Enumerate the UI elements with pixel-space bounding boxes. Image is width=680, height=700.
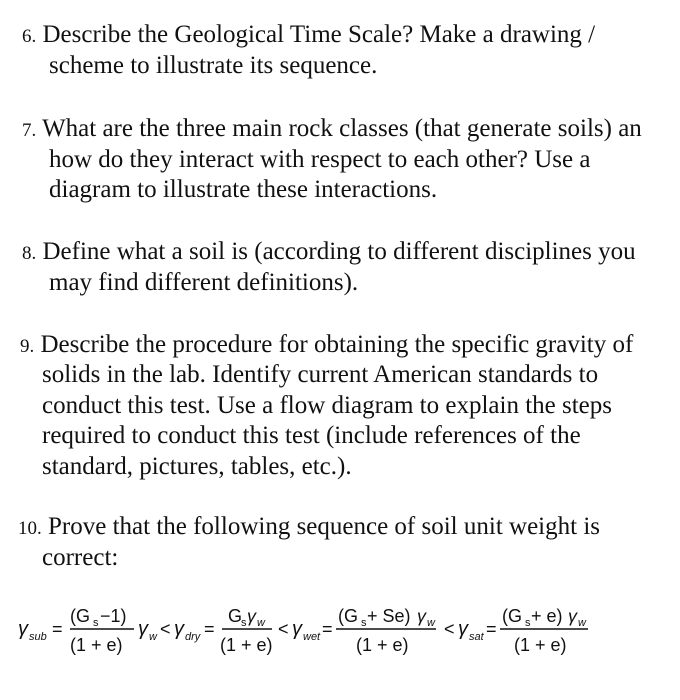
gamma-wet-label: wet bbox=[303, 631, 321, 643]
sat-numerator-open: (G bbox=[502, 606, 522, 626]
sat-numerator-s: s bbox=[525, 617, 531, 629]
gamma-sub-symbol: γ bbox=[18, 618, 28, 640]
dry-numerator-gamma: γ bbox=[247, 606, 256, 626]
sat-numerator-mid: + e) bbox=[531, 606, 563, 626]
less-than-1: < bbox=[160, 619, 171, 639]
question-8-line-2: may find different definitions). bbox=[49, 269, 359, 296]
question-10-line-2: correct: bbox=[42, 544, 119, 571]
equals-1: = bbox=[52, 619, 63, 639]
question-9-line-2: solids in the lab. Identify current American standards to bbox=[42, 361, 599, 388]
equals-3: = bbox=[322, 619, 333, 639]
question-8-number: 8. bbox=[22, 243, 37, 264]
dry-denominator: (1 + e) bbox=[220, 635, 273, 655]
sub-numerator-end: −1) bbox=[100, 606, 127, 626]
sub-numerator-open: (G bbox=[70, 606, 90, 626]
equals-4: = bbox=[486, 619, 497, 639]
question-8-line-1: 8. Define what a soil is (according to different disciplines you bbox=[22, 238, 636, 265]
sat-denominator: (1 + e) bbox=[514, 635, 567, 655]
gamma-sat-label: sat bbox=[469, 631, 484, 643]
question-7-line-1: 7. What are the three main rock classes (that generate soils) an bbox=[22, 115, 642, 142]
wet-numerator-mid: + Se) bbox=[367, 606, 411, 626]
wet-numerator-s: s bbox=[361, 617, 367, 629]
question-6-line-1: 6. Describe the Geological Time Scale? Make a drawing / bbox=[22, 21, 596, 48]
wet-denominator: (1 + e) bbox=[356, 635, 409, 655]
wet-numerator-gamma: γ bbox=[417, 606, 426, 626]
wet-numerator-open: (G bbox=[338, 606, 358, 626]
gamma-wet-symbol: γ bbox=[292, 618, 302, 640]
question-9-line-3: conduct this test. Use a flow diagram to explain the steps bbox=[42, 392, 613, 419]
question-6-number: 6. bbox=[22, 26, 37, 47]
question-10-line-1: 10. Prove that the following sequence of soil unit weight is bbox=[18, 513, 600, 540]
sub-denominator: (1 + e) bbox=[70, 635, 123, 655]
gamma-w-1: γ bbox=[138, 618, 148, 640]
less-than-3: < bbox=[444, 619, 455, 639]
question-10-number: 10. bbox=[18, 518, 42, 539]
question-7-line-2: how do they interact with respect to each other? Use a bbox=[49, 146, 591, 173]
unit-weight-formula bbox=[18, 590, 668, 670]
question-9-line-4: required to conduct this test (include references of the bbox=[42, 422, 581, 449]
gamma-dry-symbol: γ bbox=[174, 618, 184, 640]
less-than-2: < bbox=[278, 619, 289, 639]
wet-numerator-w: w bbox=[427, 617, 435, 629]
question-9-line-5: standard, pictures, tables, etc.). bbox=[42, 453, 352, 480]
question-9-line-1: 9. Describe the procedure for obtaining the specific gravity of bbox=[20, 331, 634, 358]
question-7-line-3: diagram to illustrate these interactions. bbox=[49, 176, 438, 203]
dry-numerator-s: s bbox=[241, 617, 247, 629]
question-7-number: 7. bbox=[22, 120, 37, 141]
equals-2: = bbox=[204, 619, 215, 639]
sat-numerator-gamma: γ bbox=[568, 606, 577, 626]
dry-numerator-g: G bbox=[228, 606, 243, 626]
gamma-dry-label: dry bbox=[185, 631, 201, 643]
gamma-w-1-label: w bbox=[149, 631, 157, 643]
gamma-sat-symbol: γ bbox=[458, 618, 468, 640]
question-9-number: 9. bbox=[20, 336, 35, 357]
sat-numerator-w: w bbox=[578, 617, 586, 629]
gamma-sub-label: sub bbox=[29, 631, 47, 643]
sub-numerator-s: s bbox=[93, 617, 99, 629]
question-6-line-2: scheme to illustrate its sequence. bbox=[49, 52, 378, 79]
dry-numerator-w: w bbox=[257, 617, 265, 629]
